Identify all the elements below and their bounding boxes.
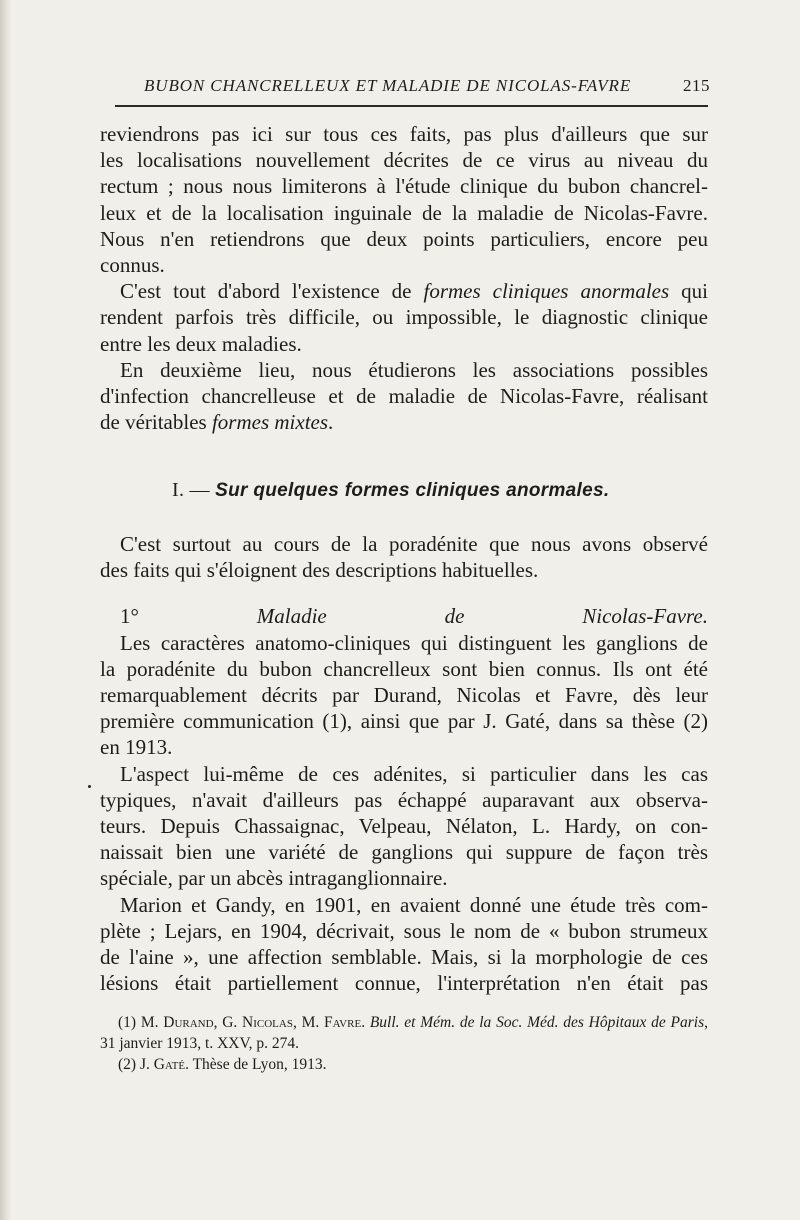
running-header [100,76,710,102]
footnote-marker: (1) M. [118,1014,164,1031]
running-title: BUBON CHANCRELLEUX ET MALADIE DE NICOLAS-FAVRE [144,76,632,95]
paragraph-line: typiques, n'avait d'ailleurs pas échappé auparavant aux observa- [100,787,708,812]
body-text-top [100,121,708,435]
margin-mark [88,785,91,788]
subheading-number: 1° [120,604,257,629]
text-run: . Thèse de Lyon, 1913. [185,1056,327,1073]
subheading-title: Maladie de Nicolas-Favre. [256,604,709,629]
paragraph-line: rendent parfois très difficile, ou impossible, le diagnostic clinique [100,305,708,330]
paragraph-line: remarquablement décrits par Durand, Nicolas et Favre, dès leur [100,683,708,708]
text-run: . [361,1014,370,1031]
paragraph-line: connus. [100,253,165,278]
subheading [100,603,708,629]
paragraph-line: de l'aine », une affection semblable. Mais, si la morphologie de ces [100,945,708,970]
section-title: Sur quelques formes cliniques anormales. [215,480,610,501]
footnote-marker: (2) J. [118,1056,154,1073]
footnote-1 [100,1012,708,1054]
paragraph-line: Les caractères anatomo-cliniques qui distinguent les ganglions de [120,630,708,655]
footnote-author: Favre [324,1014,362,1031]
emphasis-text: formes mixtes [211,410,329,435]
paragraph-line: en 1913. [100,735,173,760]
paragraph-line: leux et de la localisation inguinale de la maladie de Nicolas-Favre. [100,200,708,225]
text-run: C'est tout d'abord l'existence de [120,279,424,304]
paragraph-line: Marion et Gandy, en 1901, en avaient donné une étude très com- [120,892,708,917]
paragraph-line: naissait bien une variété de ganglions qui suppure de façon très [100,840,708,865]
paragraph-line [100,278,708,304]
section-number: I. — [172,479,216,501]
page-number: 215 [683,76,710,95]
footnote-author: Nicolas [242,1014,293,1031]
footnote-journal: Bull. et Mém. de la Soc. Méd. des Hôpitaux de Paris [369,1014,705,1031]
paragraph-line: d'infection chancrelleuse et de maladie de Nicolas-Favre, réalisant [100,384,708,409]
text-run: . [328,410,334,435]
paragraph-line: la poradénite du bubon chancrelleux sont bien connus. Ils ont été [100,656,708,681]
paragraph-line: reviendrons pas ici sur tous ces faits, pas plus d'ailleurs que sur [100,122,708,146]
paragraph-line: teurs. Depuis Chassaignac, Velpeau, Nélaton, L. Hardy, on con- [100,814,708,839]
paragraph-line: les localisations nouvellement décrites de ce virus au niveau du [100,148,708,173]
paragraph-line: spéciale, par un abcès intraganglionnaire. [100,866,448,891]
text-run: , G. [213,1014,243,1031]
paragraph-line: première communication (1), ainsi que par J. Gaté, dans sa thèse (2) [100,709,708,734]
text-run: qui [669,279,708,304]
paragraph-line: Nous n'en retiendrons que deux points particuliers, encore peu [100,226,708,251]
paragraph-line: En deuxième lieu, nous étudierons les associations possibles [120,357,708,382]
text-run: de véritables [100,410,212,435]
paragraph-line: entre les deux maladies. [100,331,302,356]
paragraph-line: lésions était partiellement connue, l'interprétation n'en était pas [100,971,708,996]
paragraph-line: des faits qui s'éloignent des descriptions habituelles. [100,558,539,583]
text-run: , M. [292,1014,325,1031]
paragraph-line: rectum ; nous nous limiterons à l'étude clinique du bubon chancrel- [100,174,708,199]
paragraph-line: C'est surtout au cours de la poradénite que nous avons observé [120,532,708,556]
section-heading [172,479,609,502]
footnote-2 [100,1054,708,1075]
footnotes [100,1012,708,1075]
emphasis-text: formes cliniques anormales [423,279,670,304]
header-rule [115,105,708,107]
paragraph-line: L'aspect lui-même de ces adénites, si particulier dans les cas [120,761,708,786]
footnote-author: Durand [163,1014,214,1031]
paragraph-line: plète ; Lejars, en 1904, décrivait, sous le nom de « bubon strumeux [100,918,708,943]
footnote-author: Gaté [153,1056,186,1073]
body-text-bottom [100,531,708,996]
paragraph-line [100,409,708,435]
text-run: , 31 janvier 1913, t. XXV, p. 274. [100,1014,708,1052]
page-binding-shadow [0,0,12,1220]
